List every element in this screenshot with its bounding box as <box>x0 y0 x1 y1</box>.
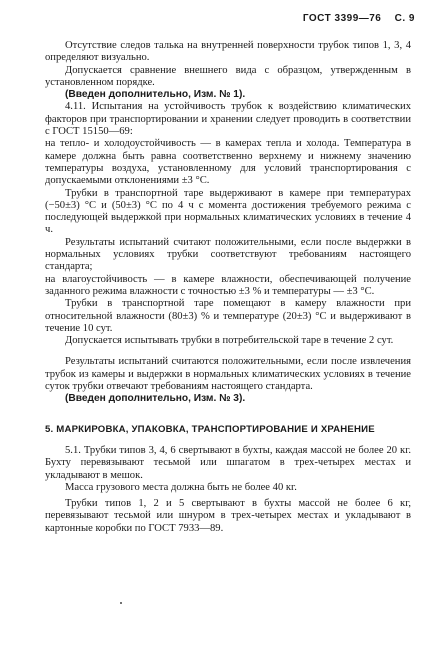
paragraph-4-11: 4.11. Испытания на устойчивость трубок к воздействию климатических факторов при транспортировании и хранении следует проводить в соответствии с ГОСТ 15150—69: <box>45 101 411 138</box>
paragraph-consumer-package: Допускается испытывать трубки в потребительской таре в течение 2 сут. <box>65 335 394 347</box>
section-heading-5: 5. МАРКИРОВКА, УПАКОВКА, ТРАНСПОРТИРОВАНИЕ И ХРАНЕНИЕ <box>45 423 375 435</box>
paragraph-types-1-2-5: Трубки типов 1, 2 и 5 свертывают в бухты массой не более 6 кг, перевязывают тесьмой или шнуром в трех-четырех местах и укладывают в картонные коробки по ГОСТ 7933—89. <box>45 498 411 534</box>
paragraph-5-1: 5.1. Трубки типов 3, 4, 6 свертывают в бухты, каждая массой не более 20 кг. Бухту перевязывают тесьмой или шпагатом в трех-четырех местах и укладывают в мешок. <box>45 444 411 481</box>
amendment-note-1: (Введен дополнительно, Изм. № 1). <box>65 89 246 101</box>
page-header <box>293 13 415 24</box>
paragraph-humidity-chamber: Трубки в транспортной таре помещают в камеру влажности при относительной влажности (80±3) % и температуре (20±3) °С и выдерживают в течение 10 сут. <box>45 298 411 334</box>
paragraph-chamber-temperatures: Трубки в транспортной таре выдерживают в камере при температурах (−50±3) °С и (50±3) °С по 4 ч с момента достижения требуемого режима с последующей выдержкой при нормальных климатических условиях в течение 4 ч. <box>45 187 411 236</box>
document-body <box>45 40 411 535</box>
standard-number: ГОСТ 3399—76 <box>302 13 382 24</box>
paragraph-heat-cold: на тепло- и холодоустойчивость — в камерах тепла и холода. Температура в камере должна быть равна соответственно верхнему и нижнему значению температуры воздуха, установленному для условий транспортирования с допускаемыми отклонениями ±3 °С. <box>45 138 411 187</box>
scan-speck <box>120 602 122 604</box>
paragraph-results-after-extraction: Результаты испытаний считаются положительными, если после извлечения трубок из камеры и выдержки в нормальных климатических условиях в течение суток трубки отвечают требованиям настоящего стандарта. <box>45 356 411 393</box>
paragraph-humidity: на влагоустойчивость — в камере влажности, обеспечивающей получение заданного режима влажности с точностью ±3 % и температуры — ±3 °С. <box>45 273 411 297</box>
page-number: С. 9 <box>394 13 415 24</box>
paragraph-results-positive: Результаты испытаний считают положительными, если после выдержки в нормальных условиях трубки соответствуют требованиям настоящего стандарта; <box>45 236 411 273</box>
paragraph-talc-visual: Отсутствие следов талька на внутренней поверхности трубок типов 1, 3, 4 определяют визуально. <box>45 40 411 64</box>
amendment-note-3: (Введен дополнительно, Изм. № 3). <box>65 393 246 405</box>
paragraph-cargo-mass: Масса грузового места должна быть не более 40 кг. <box>65 481 297 493</box>
paragraph-sample-comparison: Допускается сравнение внешнего вида с образцом, утвержденным в установленном порядке. <box>45 64 411 88</box>
